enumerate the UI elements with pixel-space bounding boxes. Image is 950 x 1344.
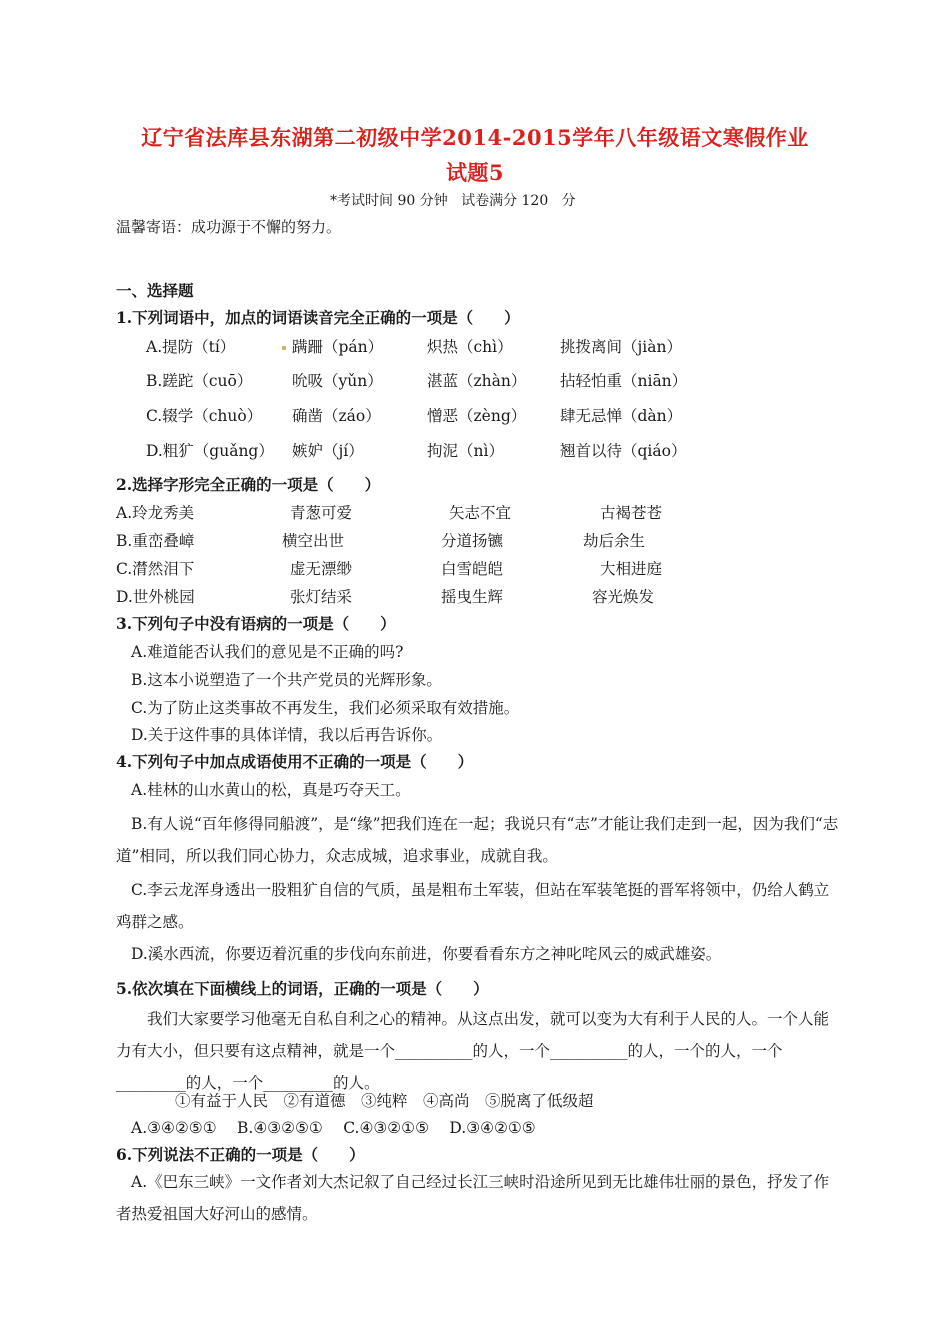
q4-option-b: B.有人说“百年修得同船渡”，是“缘”把我们连在一起；我说只有“志”才能让我们走到一起，因为我们“志道”相同，所以我们同心协力，众志成城，追求事业，成就自我。 bbox=[116, 815, 839, 865]
q1-c3: 憎恶（zèng） bbox=[427, 407, 527, 425]
q1-a4: 挑拨离间（jiàn） bbox=[560, 338, 682, 356]
q2-d2: 张灯结采 bbox=[290, 588, 353, 606]
q6-stem: 6.下列说法不正确的一项是（ ） bbox=[116, 1145, 365, 1164]
document-title: 辽宁省法库县东湖第二初级中学2014-2015学年八年级语文寒假作业 bbox=[141, 125, 809, 150]
q5-choices: ①有益于人民 ②有道德 ③纯粹 ④高尚 ⑤脱离了低级超 bbox=[175, 1092, 594, 1110]
q2-c3: 白雪皑皑 bbox=[441, 560, 504, 578]
q3-option-d: D.关于这件事的具体详情，我以后再告诉你。 bbox=[131, 726, 443, 744]
q2-a4: 古褐苍苍 bbox=[600, 504, 663, 522]
section-heading: 一、选择题 bbox=[116, 281, 194, 300]
q2-c1: C.潸然泪下 bbox=[116, 560, 195, 578]
q3-stem: 3.下列句子中没有语病的一项是（ ） bbox=[116, 614, 396, 633]
q1-b4: 拈轻怕重（niān） bbox=[560, 372, 688, 390]
q2-a1: A.玲龙秀美 bbox=[116, 504, 195, 522]
q1-b2: 吮吸（yǔn） bbox=[292, 372, 383, 390]
q1-a3: 炽热（chì） bbox=[427, 338, 513, 356]
q3-option-a: A.难道能否认我们的意见是不正确的吗? bbox=[131, 643, 404, 661]
q5-passage: 我们大家要学习他毫无自私自利之心的精神。从这点出发，就可以变为大有利于人民的人。一个人能力有大小，但只要有这点精神，就是一个__________的人，一个__________的人，一个的人，一个_________的人，一个_________的人。 bbox=[116, 1010, 830, 1092]
q1-c2: 确凿（záo） bbox=[292, 407, 381, 425]
q2-stem: 2.选择字形完全正确的一项是（ ） bbox=[116, 475, 381, 494]
q3-option-c: C.为了防止这类事故不再发生，我们必须采取有效措施。 bbox=[131, 699, 520, 717]
q2-a3: 矢志不宜 bbox=[449, 504, 512, 522]
q2-d3: 摇曳生辉 bbox=[441, 588, 504, 606]
q2-c4: 大相进庭 bbox=[600, 560, 663, 578]
q1-a1: A.提防（tí） bbox=[146, 338, 236, 356]
q4-option-d: D.溪水西流，你要迈着沉重的步伐向东前进，你要看看东方之神叱咤风云的威武雄姿。 bbox=[131, 945, 722, 963]
q4-option-c: C.李云龙浑身透出一股粗犷自信的气质，虽是粗布土军装，但站在军装笔挺的晋军将领中，仍给人鹤立鸡群之感。 bbox=[116, 881, 830, 931]
q2-a2: 青葱可爱 bbox=[290, 504, 353, 522]
exam-meta: *考试时间 90 分钟 试卷满分 120 分 bbox=[330, 193, 576, 209]
greeting: 温馨寄语：成功源于不懈的努力。 bbox=[116, 218, 342, 236]
q5-options: A.③④②⑤① B.④③②⑤① C.④③②①⑤ D.③④②①⑤ bbox=[131, 1119, 536, 1137]
q1-d4: 翘首以待（qiáo） bbox=[560, 442, 687, 460]
q1-c4: 肆无忌惮（dàn） bbox=[560, 407, 683, 425]
q2-c2: 虚无漂缈 bbox=[290, 560, 353, 578]
q1-d2: 嫉妒（jí） bbox=[292, 442, 364, 460]
q1-a2: 蹒跚（pán） bbox=[292, 338, 384, 356]
q1-stem: 1.下列词语中，加点的词语读音完全正确的一项是（ ） bbox=[116, 308, 520, 327]
stray-mark bbox=[282, 346, 286, 350]
q2-b4: 劫后余生 bbox=[583, 532, 646, 550]
q4-stem: 4.下列句子中加点成语使用不正确的一项是（ ） bbox=[116, 752, 474, 771]
q1-b3: 湛蓝（zhàn） bbox=[427, 372, 527, 390]
q1-d3: 拘泥（nì） bbox=[427, 442, 504, 460]
q2-d4: 容光焕发 bbox=[592, 588, 655, 606]
q1-b1: B.蹉跎（cuō） bbox=[146, 372, 253, 390]
q5-stem: 5.依次填在下面横线上的词语，正确的一项是（ ） bbox=[116, 979, 489, 998]
q3-option-b: B.这本小说塑造了一个共产党员的光辉形象。 bbox=[131, 671, 442, 689]
q4-option-a: A.桂林的山水黄山的松，真是巧夺天工。 bbox=[131, 781, 411, 799]
q2-d1: D.世外桃园 bbox=[116, 588, 195, 606]
q2-b1: B.重峦叠嶂 bbox=[116, 532, 195, 550]
q1-d1: D.粗犷（guǎng） bbox=[146, 442, 274, 460]
q6-option-a: A.《巴东三峡》一文作者刘大杰记叙了自己经过长江三峡时沿途所见到无比雄伟壮丽的景色，抒发了作者热爱祖国大好河山的感情。 bbox=[116, 1173, 830, 1223]
q1-c1: C.辍学（chuò） bbox=[146, 407, 263, 425]
q2-b3: 分道扬镳 bbox=[441, 532, 504, 550]
q2-b2: 横空出世 bbox=[282, 532, 345, 550]
document-subtitle: 试题5 bbox=[445, 160, 505, 185]
